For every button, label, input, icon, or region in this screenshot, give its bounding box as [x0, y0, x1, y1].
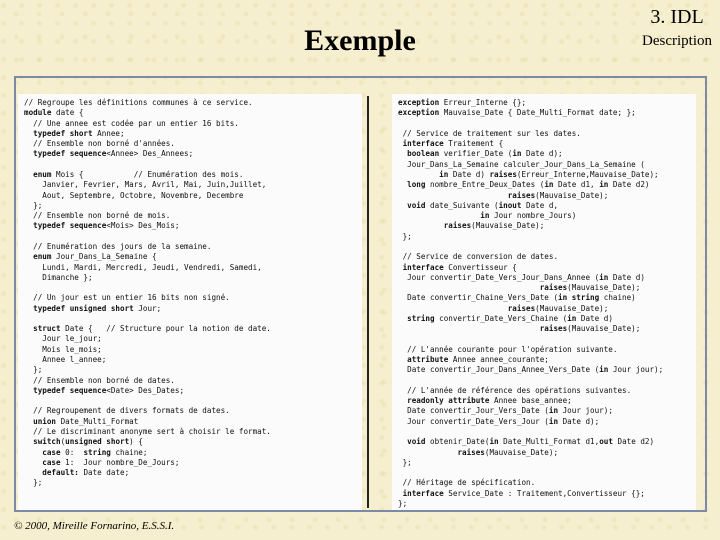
code-line	[24, 139, 362, 149]
code-line	[398, 499, 696, 509]
code-line	[24, 221, 362, 231]
code-text: // Une annee est codée par un entier 16 bits.	[24, 118, 239, 128]
code-text	[398, 221, 444, 230]
code-text: Jour nombre_Jours)	[489, 211, 577, 221]
code-line	[398, 160, 696, 170]
code-keyword: typedef sequence	[24, 221, 107, 231]
code-keyword: typedef short	[24, 128, 93, 138]
code-text: <Date> Des_Dates;	[106, 385, 185, 395]
code-text: Annee;	[92, 128, 125, 138]
code-text: <Annee> Des_Annees;	[106, 149, 194, 159]
code-text: Jour;	[133, 303, 162, 313]
code-text: // Service de conversion de dates.	[398, 252, 559, 262]
code-keyword: union	[24, 416, 57, 426]
code-text: // Ensemble non borné de dates.	[24, 375, 175, 385]
code-line	[24, 293, 362, 303]
code-text: Date d1,	[553, 180, 600, 190]
code-text: // Regroupe les définitions communes à ce service.	[24, 98, 253, 107]
code-text	[398, 448, 457, 457]
code-line	[398, 149, 696, 159]
code-text: date {	[51, 108, 84, 118]
code-keyword: interface	[398, 488, 444, 498]
code-line	[24, 129, 362, 139]
code-keyword: module	[24, 108, 52, 118]
code-line	[24, 211, 362, 221]
code-text: Jour convertir_Date_Vers_Jour (	[398, 416, 549, 426]
code-line	[398, 211, 696, 221]
code-line	[398, 293, 696, 303]
code-text: Convertisseur {	[443, 262, 517, 272]
code-text: Jour jour);	[558, 406, 613, 416]
code-line	[398, 478, 696, 488]
code-text: };	[24, 478, 43, 488]
code-keyword: inout	[498, 200, 522, 210]
code-text: (Erreur_Interne,Mauvaise_Date);	[516, 169, 659, 179]
code-keyword: raises	[489, 169, 517, 179]
code-text: chaine;	[110, 447, 148, 457]
code-line	[398, 427, 696, 437]
code-line	[24, 334, 362, 344]
code-keyword: string	[398, 313, 435, 323]
code-keyword: in	[512, 149, 522, 159]
code-keyword: struct	[24, 324, 61, 334]
code-text: Date_Multi_Format	[56, 416, 139, 426]
code-line	[398, 201, 696, 211]
code-line	[24, 201, 362, 211]
code-text: Dimanche };	[24, 272, 93, 282]
code-line	[24, 437, 362, 447]
code-text: (Mauvaise_Date);	[471, 221, 545, 231]
code-keyword: typedef unsigned short	[24, 303, 134, 313]
code-text: // Enumération des jours de la semaine.	[24, 241, 212, 251]
code-line	[24, 376, 362, 386]
code-line	[24, 283, 362, 293]
code-line	[24, 170, 362, 180]
code-text: convertir_Date_Vers_Chaine (	[434, 313, 568, 323]
code-line	[24, 478, 362, 488]
code-keyword: boolean	[398, 149, 440, 159]
code-line	[398, 263, 696, 273]
code-keyword: typedef sequence	[24, 385, 107, 395]
code-line	[24, 304, 362, 314]
code-line	[24, 386, 362, 396]
code-line	[398, 119, 696, 129]
section-header	[642, 6, 712, 50]
code-text: Annee base_annee;	[489, 396, 572, 406]
code-text: Mois le_mois;	[24, 344, 102, 354]
code-text: };	[24, 200, 43, 210]
code-line	[398, 396, 696, 406]
code-text: Jour jour);	[608, 365, 664, 375]
code-keyword: in	[544, 180, 554, 190]
code-line	[398, 386, 696, 396]
code-pane-right	[392, 94, 696, 510]
code-keyword: attribute	[398, 355, 449, 365]
code-text: Date d);	[558, 416, 600, 426]
code-line	[398, 180, 696, 190]
code-keyword: typedef sequence	[24, 149, 107, 159]
code-text: Date { // Structure pour la notion de date.	[60, 324, 271, 334]
code-text	[398, 324, 540, 333]
copyright-footer: © 2000, Mireille Fornarino, E.S.S.I.	[14, 520, 175, 532]
code-line	[24, 263, 362, 273]
code-line	[24, 108, 362, 118]
code-line	[24, 427, 362, 437]
code-text: Date convertir_Jour_Vers_Date (	[398, 406, 549, 416]
code-line	[398, 376, 696, 386]
code-line	[24, 180, 362, 190]
idl-code-right	[392, 94, 696, 509]
code-keyword: in	[548, 406, 559, 416]
code-line	[24, 314, 362, 324]
code-keyword: raises	[539, 283, 568, 293]
code-line	[398, 324, 696, 334]
code-line	[398, 468, 696, 478]
code-text	[398, 191, 508, 200]
code-text: Mauvaise_Date { Date_Multi_Format date; };	[439, 108, 636, 118]
code-pane-left	[18, 94, 362, 510]
code-text: };	[24, 365, 43, 375]
code-text: Aout, Septembre, Octobre, Novembre, Decembre	[24, 190, 244, 200]
code-line	[398, 191, 696, 201]
idl-code-left	[18, 94, 362, 489]
code-line	[398, 458, 696, 468]
code-keyword: in	[599, 365, 609, 375]
code-text	[398, 211, 480, 220]
code-line	[398, 252, 696, 262]
code-line	[398, 108, 696, 118]
code-text: Date d)	[448, 169, 490, 179]
slide-title: Exemple	[304, 24, 416, 57]
code-keyword: unsigned short	[65, 437, 130, 447]
code-keyword: exception	[398, 108, 440, 118]
code-text: Date date;	[78, 468, 130, 478]
code-text: };	[398, 498, 408, 508]
code-line	[398, 314, 696, 324]
code-line	[398, 304, 696, 314]
code-keyword: case	[24, 447, 61, 457]
code-line	[24, 448, 362, 458]
code-line	[24, 365, 362, 375]
code-line	[24, 160, 362, 170]
code-line	[398, 242, 696, 252]
code-line	[398, 437, 696, 447]
code-keyword: in	[567, 313, 577, 323]
code-line	[398, 129, 696, 139]
code-text: Date convertir_Jour_Dans_Annee_Vers_Date (	[398, 365, 600, 375]
code-keyword: enum	[24, 252, 52, 262]
code-text: Janvier, Fevrier, Mars, Avril, Mai, Juin,Juillet,	[24, 180, 267, 190]
code-line	[24, 468, 362, 478]
code-keyword: enum	[24, 169, 52, 179]
code-text	[398, 170, 439, 179]
code-text: (Mauvaise_Date);	[535, 190, 609, 200]
code-text: obtenir_Date(	[425, 437, 490, 447]
code-text: (Mauvaise_Date);	[567, 283, 641, 293]
section-number: 3. IDL	[650, 6, 704, 28]
code-keyword: interface	[398, 139, 444, 149]
code-line	[24, 149, 362, 159]
code-text: Mois { // Enumération des mois.	[51, 169, 244, 179]
code-keyword: in	[599, 180, 609, 190]
code-text: <Mois> Des_Mois;	[106, 221, 180, 231]
code-text: };	[398, 231, 412, 241]
code-line	[398, 170, 696, 180]
code-keyword: void	[398, 437, 426, 447]
code-text: (Mauvaise_Date);	[484, 447, 559, 457]
code-text: // Regroupement de divers formats de dates.	[24, 406, 230, 416]
code-text: // Ensemble non borné de mois.	[24, 211, 171, 221]
code-line	[398, 406, 696, 416]
code-line	[398, 345, 696, 355]
code-text: Date d2)	[612, 437, 655, 447]
code-line	[24, 252, 362, 262]
code-text: nombre_Entre_Deux_Dates (	[425, 180, 545, 190]
code-keyword: out	[599, 437, 613, 447]
code-keyword: in	[439, 169, 449, 179]
code-line	[24, 355, 362, 365]
code-line	[398, 283, 696, 293]
code-line	[398, 334, 696, 344]
code-text: Annee l_annee;	[24, 355, 107, 365]
code-text: // L'année de référence des opérations suivantes.	[398, 385, 632, 395]
code-line	[24, 98, 362, 108]
code-text	[398, 304, 508, 313]
code-line	[24, 119, 362, 129]
code-text: Jour_Dans_La_Semaine {	[51, 252, 157, 262]
code-keyword: void	[398, 200, 426, 210]
code-text: // L'année courante pour l'opération suivante.	[398, 344, 618, 354]
code-line	[398, 417, 696, 427]
code-text: (Mauvaise_Date);	[535, 303, 609, 313]
code-keyword: exception	[398, 98, 440, 107]
code-text: Date convertir_Chaine_Vers_Date (	[398, 293, 559, 303]
code-text: Annee annee_courante;	[448, 355, 549, 365]
code-line	[24, 324, 362, 334]
code-line	[24, 232, 362, 242]
code-text: (	[60, 437, 66, 447]
code-line	[24, 191, 362, 201]
code-keyword: default:	[24, 468, 79, 478]
code-text: // Service de traitement sur les dates.	[398, 128, 581, 138]
code-line	[398, 221, 696, 231]
code-line	[398, 448, 696, 458]
code-text: Service_Date : Traitement,Convertisseur {};	[443, 488, 645, 498]
code-text: Erreur_Interne {};	[439, 98, 527, 107]
code-keyword: in	[599, 272, 609, 282]
code-line	[398, 489, 696, 499]
code-keyword: in string	[558, 293, 600, 303]
code-text: Date d,	[521, 200, 559, 210]
code-line	[398, 232, 696, 242]
code-text: Date d);	[521, 149, 563, 159]
code-keyword: switch	[24, 437, 61, 447]
section-name: Description	[642, 33, 712, 49]
code-line	[24, 417, 362, 427]
code-keyword: in	[489, 437, 499, 447]
code-text: ) {	[129, 437, 143, 447]
column-divider	[367, 96, 369, 508]
code-text	[398, 283, 540, 292]
code-keyword: string	[83, 447, 111, 457]
code-text: 0:	[60, 447, 84, 457]
code-text: 1: Jour nombre_De_Jours;	[60, 457, 180, 467]
code-keyword: raises	[539, 324, 568, 334]
code-text: verifier_Date (	[439, 149, 513, 159]
code-line	[398, 273, 696, 283]
code-line	[24, 406, 362, 416]
code-keyword: raises	[507, 303, 536, 313]
code-keyword: case	[24, 457, 61, 467]
code-text: chaine)	[599, 293, 636, 303]
code-keyword: interface	[398, 262, 444, 272]
code-keyword: readonly attribute	[398, 396, 490, 406]
code-line	[398, 365, 696, 375]
code-line	[398, 98, 696, 108]
code-text: date_Suivante (	[425, 200, 499, 210]
code-keyword: long	[398, 180, 426, 190]
code-keyword: in	[480, 211, 490, 221]
code-line	[24, 396, 362, 406]
code-line	[24, 273, 362, 283]
code-text: Date_Multi_Format d1,	[498, 437, 600, 447]
code-text: Traitement {	[443, 139, 504, 149]
code-text: Lundi, Mardi, Mercredi, Jeudi, Vendredi, Samedi,	[24, 262, 262, 272]
code-text: };	[398, 457, 412, 467]
code-text: // Héritage de spécification.	[398, 478, 536, 488]
code-text: Date d2)	[608, 180, 650, 190]
code-line	[398, 139, 696, 149]
code-line	[398, 355, 696, 365]
code-keyword: in	[548, 416, 559, 426]
code-text: Date d)	[608, 272, 645, 282]
code-keyword: raises	[507, 190, 536, 200]
code-text: (Mauvaise_Date);	[567, 324, 641, 334]
code-keyword: raises	[457, 447, 485, 457]
code-keyword: raises	[443, 221, 472, 231]
code-text: // Ensemble non borné d'années.	[24, 139, 175, 149]
code-line	[24, 242, 362, 252]
code-text: Jour le_jour;	[24, 334, 102, 344]
code-line	[24, 345, 362, 355]
code-text: Jour convertir_Date_Vers_Jour_Dans_Annee (	[398, 272, 600, 282]
code-text: // Un jour est un entier 16 bits non signé.	[24, 293, 230, 303]
code-text: // Le discriminant anonyme sert à choisir le format.	[24, 427, 271, 436]
code-line	[24, 458, 362, 468]
code-text: Jour_Dans_La_Semaine calculer_Jour_Dans_La_Semaine (	[398, 159, 645, 169]
code-text: Date d)	[576, 313, 613, 323]
